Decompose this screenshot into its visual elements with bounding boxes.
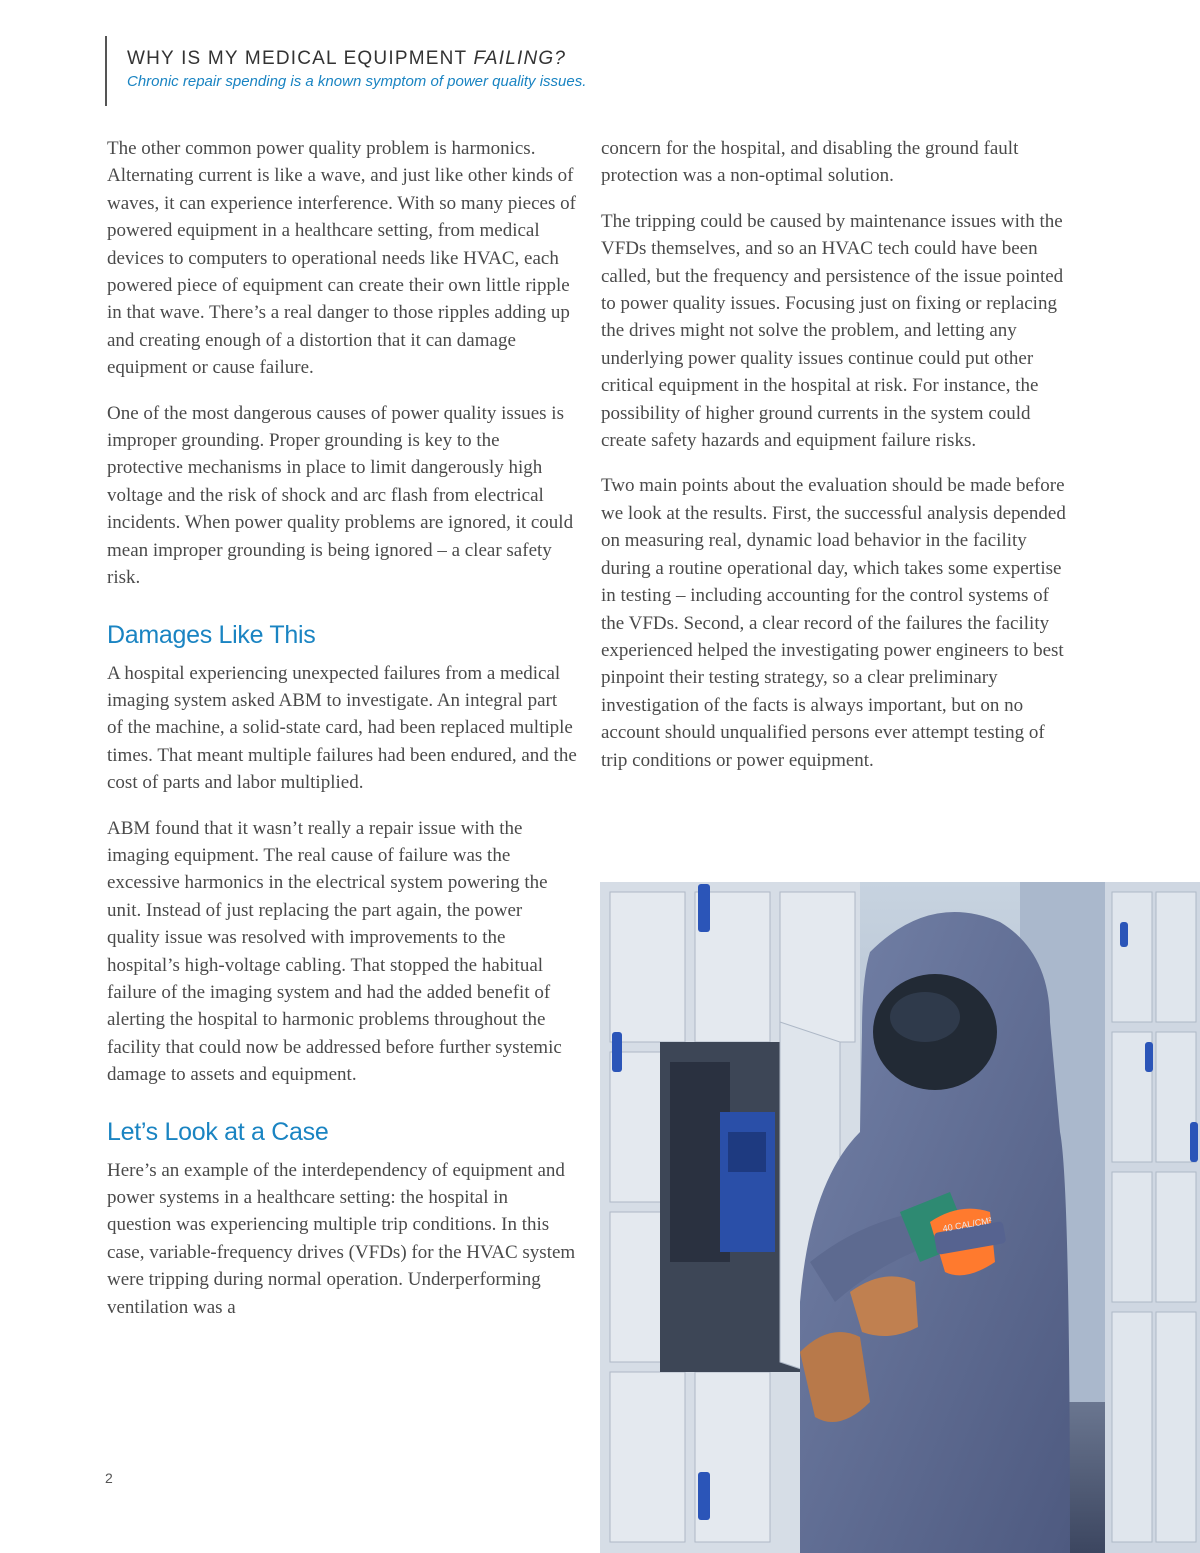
left-column <box>107 135 577 1339</box>
page-number: 2 <box>105 1470 113 1486</box>
header-title-emphasis: FAILING? <box>473 48 567 69</box>
header-title <box>127 48 586 70</box>
header-title-main: WHY IS MY MEDICAL EQUIPMENT <box>127 48 474 69</box>
heading-case: Let’s Look at a Case <box>107 1117 329 1146</box>
paragraph-evaluation: Two main points about the evaluation should be made before we look at the results. First, the successful analysis depended on measuring real, dynamic load behavior in the facility during a routine operational day, which takes some expertise in testing – including accounting for the control systems of the VFDs. Second, a clear record of the failures the facility experienced helped the investigating power engineers to best pinpoint their testing strategy, so a clear preliminary investigation of the facts is always important, but on no account should unqualified persons ever attempt testing of trip conditions or power equipment. <box>601 475 1066 771</box>
paragraph-harmonics: The other common power quality problem is harmonics. Alternating current is like a wave, and just like other kinds of waves, it can experience interference. With so many pieces of powered equipment in a healthcare setting, from medical devices to computers to operational needs like HVAC, each powered piece of equipment can create their own little ripple in that wave. There’s a real danger to those ripples adding up and creating enough of a distortion that it can damage equipment or cause failure. <box>107 138 576 379</box>
heading-damages: Damages Like This <box>107 620 316 649</box>
arc-flash-suit-photo <box>600 882 1200 1553</box>
suit-label: 40 CAL/CM² <box>941 1215 993 1234</box>
paragraph-case-example: Here’s an example of the interdependency of equipment and power systems in a healthcare setting: the hospital in question was experiencing multiple trip conditions. In this case, variable-frequency drives (VFDs) for the HVAC system were tripping during normal operation. Underperforming ventilation was a <box>107 1159 576 1318</box>
paragraph-hospital-imaging: A hospital experiencing unexpected failures from a medical imaging system asked ABM to investigate. An integral part of the machine, a solid-state card, had been replaced multiple times. That meant multiple failures had been endured, and the cost of parts and labor multiplied. <box>107 662 577 794</box>
page-header <box>105 36 586 106</box>
right-column <box>601 135 1071 792</box>
paragraph-tripping: The tripping could be caused by maintenance issues with the VFDs themselves, and so an HVAC tech could have been called, but the frequency and persistence of the issue pointed to power quality issues. Focusing just on fixing or replacing the drives might not solve the problem, and letting any underlying power quality issues continue could put other critical equipment in the hospital at risk. For instance, the possibility of higher ground currents in the system could create safety hazards and equipment failure risks. <box>601 210 1064 452</box>
paragraph-concern: concern for the hospital, and disabling the ground fault protection was a non-optimal solution. <box>601 138 1019 187</box>
right-switchgear <box>1105 882 1200 1553</box>
paragraph-grounding: One of the most dangerous causes of power quality issues is improper grounding. Proper grounding is key to the protective mechanisms in place to limit dangerously high voltage and the risk of shock and arc flash from electrical incidents. When power quality problems are ignored, it could mean improper grounding is being ignored – a clear safety risk. <box>107 402 574 589</box>
paragraph-abm-found: ABM found that it wasn’t really a repair issue with the imaging equipment. The real cause of failure was the excessive harmonics in the electrical system powering the unit. Instead of just replacing the part again, the power quality issue was resolved with improvements to the hospital’s high-voltage cabling. That stopped the habitual failure of the imaging system and had the added benefit of alerting the hospital to harmonic problems throughout the facility that could now be addressed before further systemic damage to assets and equipment. <box>107 817 562 1086</box>
header-subtitle: Chronic repair spending is a known symptom of power quality issues. <box>127 73 587 90</box>
photo-illustration <box>600 882 1200 1553</box>
